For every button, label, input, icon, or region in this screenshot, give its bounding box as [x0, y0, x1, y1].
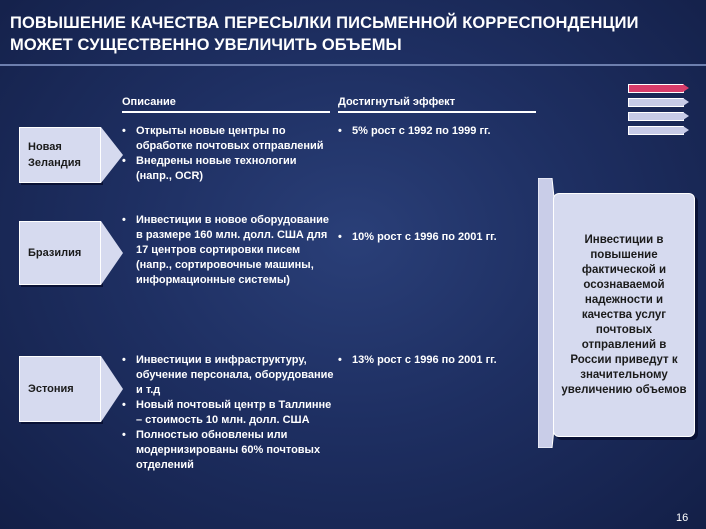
- country-label-estonia: Эстония: [19, 356, 101, 422]
- description-bullet: [122, 154, 334, 184]
- bullet-text: Полностью обновлены или модернизированы 60% почтовых отделений: [136, 429, 321, 471]
- country-arrow-tip: [101, 221, 123, 285]
- slide-title: ПОВЫШЕНИЕ КАЧЕСТВА ПЕРЕСЫЛКИ ПИСЬМЕННОЙ КОРРЕСПОНДЕНЦИИ МОЖЕТ СУЩЕСТВЕННО УВЕЛИЧИТЬ ОБЪЕМЫ: [10, 14, 639, 54]
- bullet-glyph: •: [338, 231, 342, 243]
- bullet-text: Инвестиции в инфраструктуру, обучение персонала, оборудование и т.д: [136, 354, 334, 396]
- bullet-glyph: •: [122, 155, 126, 167]
- bullet-glyph: •: [122, 214, 126, 226]
- column-rule-effect: [338, 111, 536, 113]
- bullet-text: Внедрены новые технологии (напр., OCR): [136, 155, 297, 182]
- effect-text: 13% рост с 1996 по 2001 гг.: [352, 354, 497, 366]
- page-number: 16: [676, 512, 689, 524]
- column-rule-description: [122, 111, 330, 113]
- country-label-brazil: Бразилия: [19, 221, 101, 285]
- effect-brazil: [338, 230, 538, 245]
- description-estonia: [122, 353, 334, 473]
- description-new-zealand: [122, 124, 334, 184]
- column-header-effect: Достигнутый эффект: [338, 96, 456, 108]
- bullet-glyph: •: [122, 399, 126, 411]
- description-bullet: [122, 124, 334, 154]
- bullet-text: Открыты новые центры по обработке почтовых отправлений: [136, 125, 324, 152]
- description-bullet: [122, 353, 334, 398]
- effect-estonia: [338, 353, 538, 368]
- country-arrow-tip: [101, 127, 123, 183]
- effect-new-zealand: [338, 124, 538, 139]
- description-brazil: [122, 213, 334, 288]
- bullet-glyph: •: [122, 354, 126, 366]
- bullet-glyph: •: [122, 429, 126, 441]
- bullet-glyph: •: [338, 354, 342, 366]
- description-bullet: [122, 428, 334, 473]
- bullet-text: Инвестиции в новое оборудование в размере 160 млн. долл. США для 17 центров сортировки писем (напр., сортировочные машины, информационные системы): [136, 214, 330, 286]
- callout-text: Инвестиции в повышение фактической и осознаваемой надежности и качества услуг почтовых отправлений в России приведут к значительному увеличению объемов: [561, 233, 687, 396]
- section-navigator: [628, 84, 688, 140]
- title-divider: [0, 64, 706, 66]
- effect-text: 10% рост с 1996 по 2001 гг.: [352, 231, 497, 243]
- country-arrow-tip: [101, 356, 123, 422]
- bullet-text: Новый почтовый центр в Таллинне – стоимость 10 млн. долл. США: [136, 399, 332, 426]
- description-bullet: [122, 213, 334, 288]
- nav-chevron-4[interactable]: [628, 126, 688, 135]
- effect-text: 5% рост с 1992 по 1999 гг.: [352, 125, 491, 137]
- nav-chevron-2[interactable]: [628, 98, 688, 107]
- nav-chevron-3[interactable]: [628, 112, 688, 121]
- description-bullet: [122, 398, 334, 428]
- conclusion-callout: [553, 193, 695, 437]
- column-header-description: Описание: [122, 96, 176, 108]
- country-label-new-zealand: Новая Зеландия: [19, 127, 101, 183]
- nav-chevron-1-active[interactable]: [628, 84, 688, 93]
- bullet-glyph: •: [338, 125, 342, 137]
- bullet-glyph: •: [122, 125, 126, 137]
